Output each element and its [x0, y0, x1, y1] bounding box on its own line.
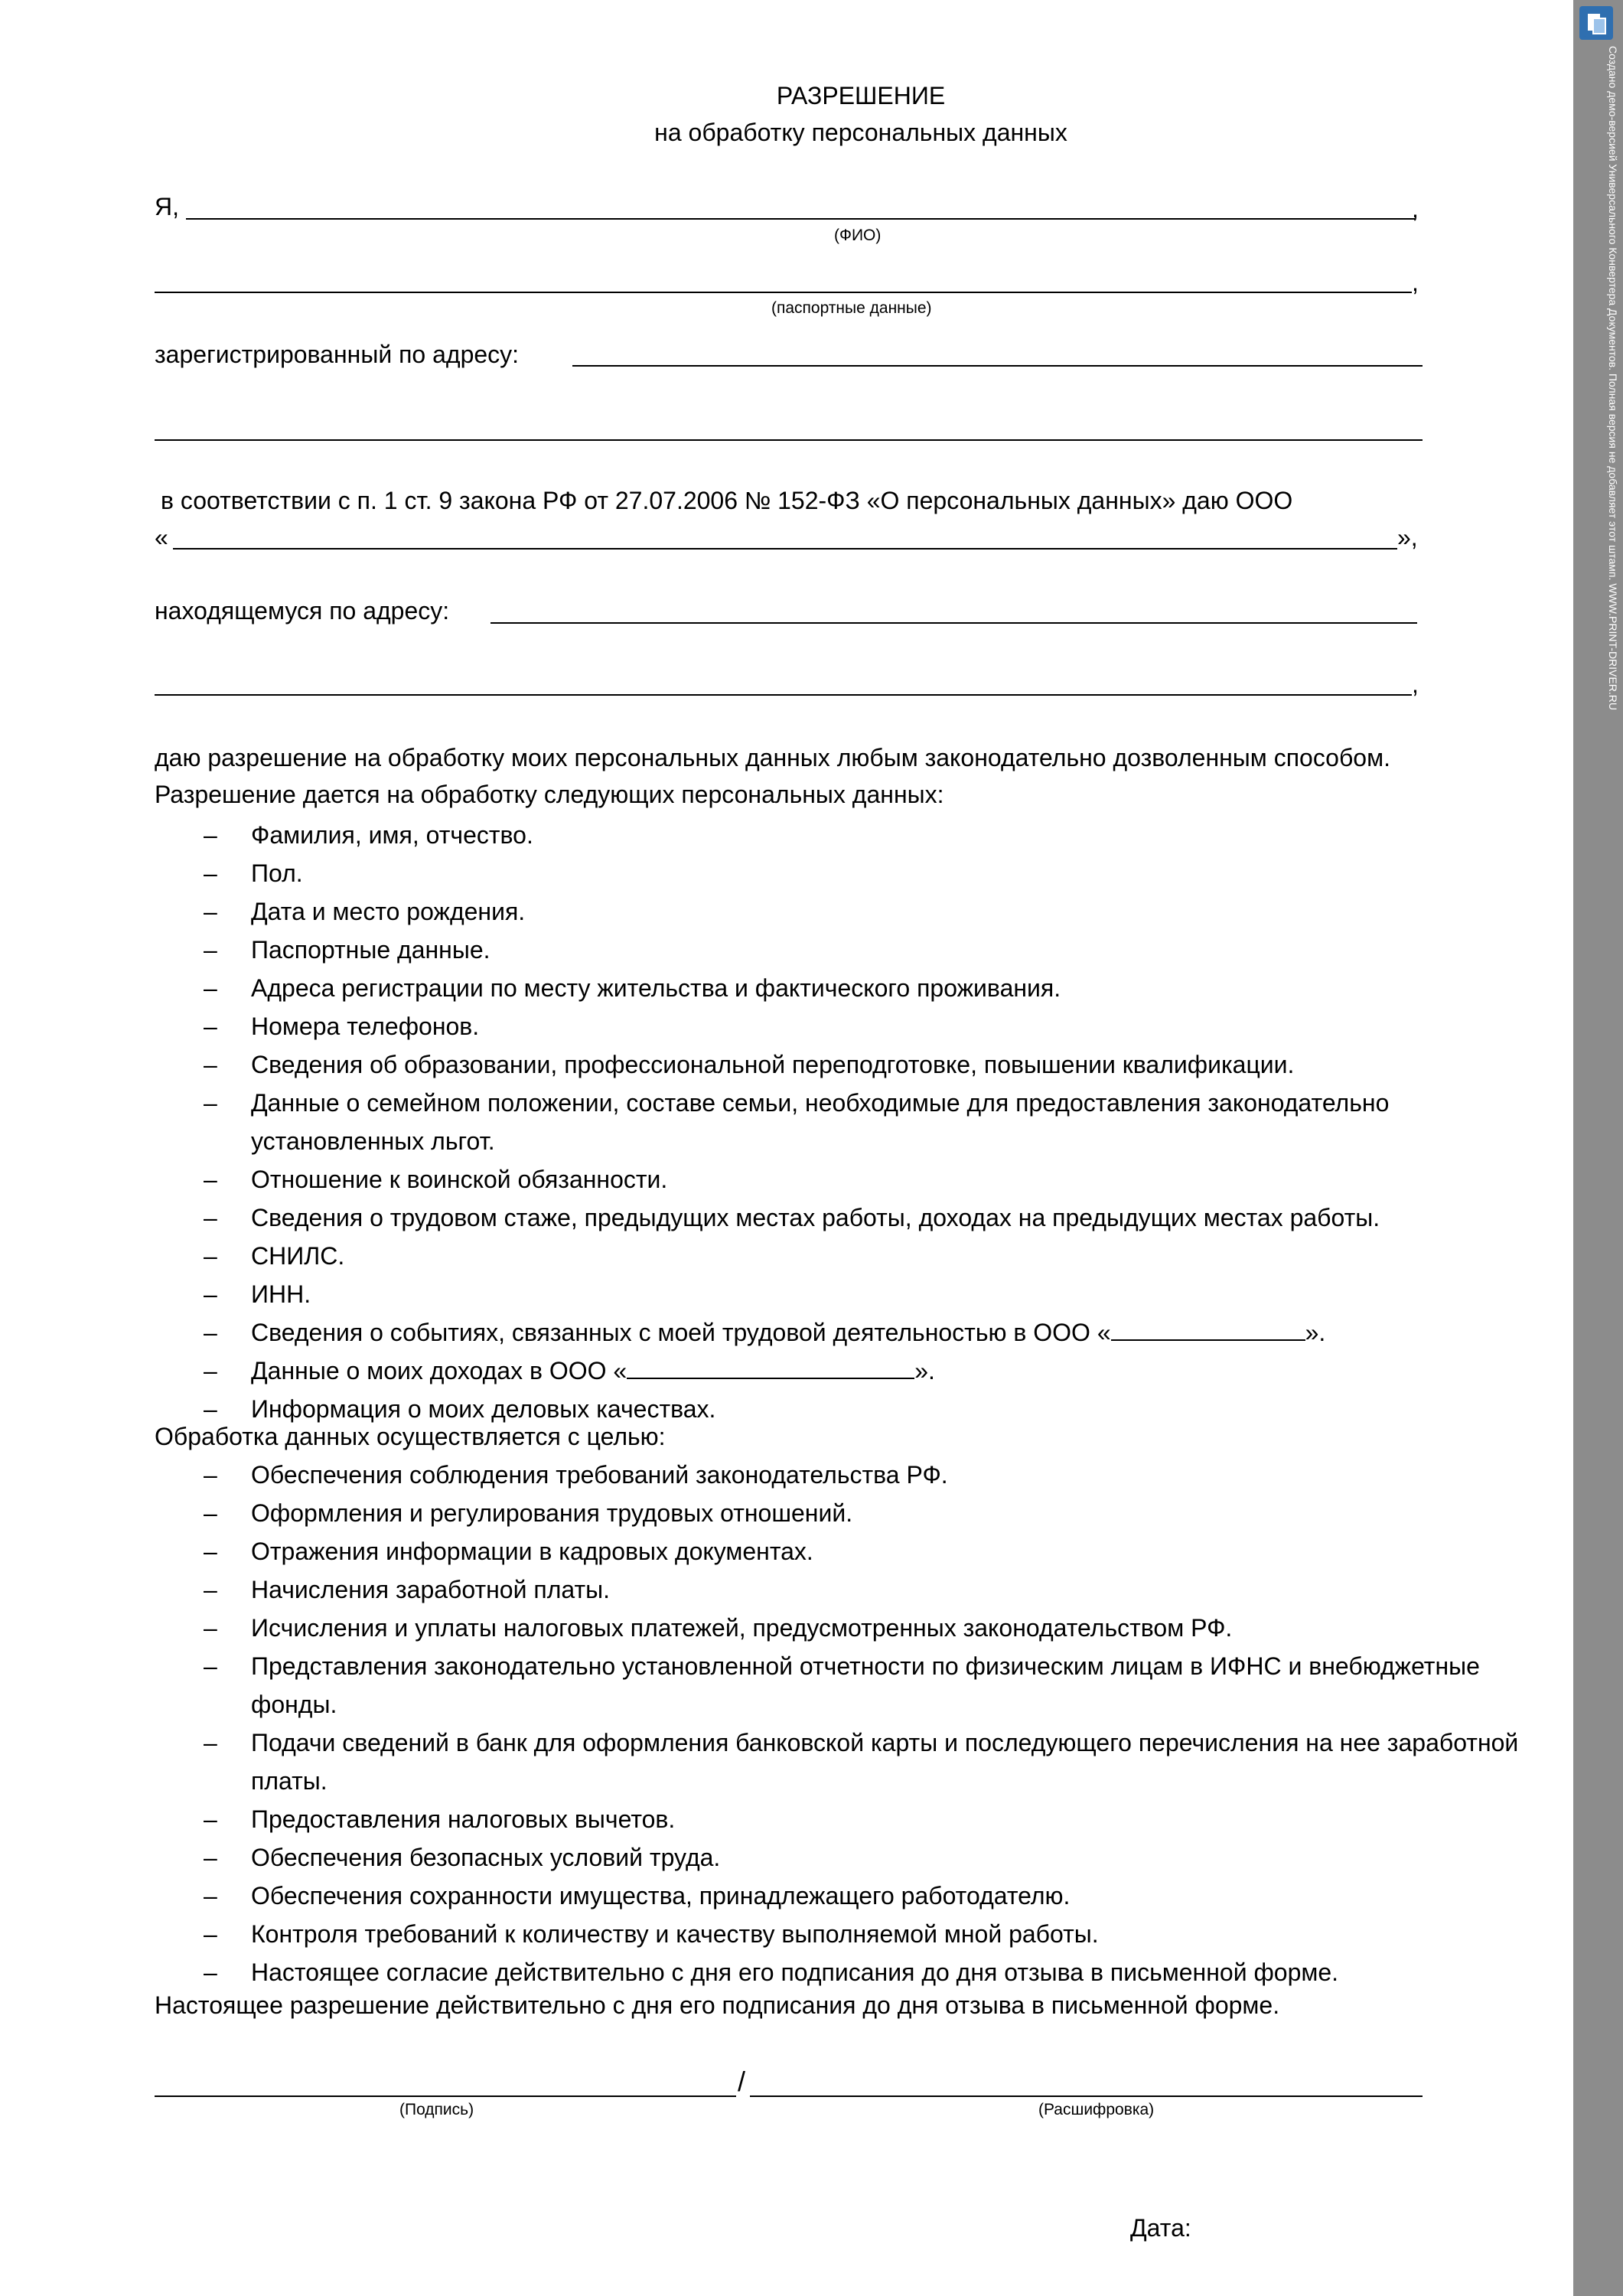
- list-item: – СНИЛС.: [204, 1242, 345, 1270]
- purpose-list: [155, 1456, 1555, 1991]
- registered-address-field-2[interactable]: [155, 439, 1423, 441]
- passport-comma: ,: [1412, 269, 1419, 296]
- list-item: – Предоставления налоговых вычетов.: [204, 1805, 676, 1833]
- list-item: – Обеспечения сохранности имущества, принадлежащего работодателю.: [204, 1882, 1071, 1910]
- income-company-field[interactable]: [627, 1355, 914, 1379]
- fio-comma: ,: [1412, 195, 1419, 223]
- company-quote-close: »,: [1397, 523, 1418, 551]
- personal-data-list: [155, 816, 1555, 1428]
- list-item: – Отражения информации в кадровых документах.: [204, 1538, 813, 1565]
- decoding-field[interactable]: [750, 2095, 1423, 2097]
- list-item-income: – Данные о моих доходах в ООО « ».: [155, 1352, 1555, 1390]
- fio-field[interactable]: [186, 218, 1415, 220]
- date-label: Дата:: [1130, 2214, 1191, 2242]
- fio-label: Я,: [155, 193, 179, 220]
- data-list-intro: Разрешение дается на обработку следующих персональных данных:: [155, 781, 944, 808]
- list-item: – Данные о семейном положении, составе семьи, необходимые для предоставления законодательно установленных льгот.: [204, 1089, 1390, 1155]
- list-item: – Представления законодательно установленной отчетности по физическим лицам в ИФНС и внебюджетные фонды.: [204, 1652, 1480, 1718]
- list-item: – Исчисления и уплаты налоговых платежей, предусмотренных законодательством РФ.: [204, 1614, 1233, 1642]
- decoding-caption: (Расшифровка): [1038, 2101, 1155, 2118]
- demo-stamp-text: Создано демо-версией Универсального Конвертера Документов. Полная версия не добавляет этот штамп. WWW.PRINT-DRIVER.RU: [1607, 46, 1619, 710]
- permission-text: даю разрешение на обработку моих персональных данных любым законодательно дозволенным способом.: [155, 744, 1390, 771]
- demo-stamp-bar: [1573, 0, 1623, 2296]
- list-item-events: – Сведения о событиях, связанных с моей трудовой деятельностью в ООО « ».: [155, 1313, 1555, 1352]
- company-address-comma: ,: [1412, 670, 1419, 698]
- passport-caption: (паспортные данные): [771, 299, 932, 317]
- list-item: – Пол.: [204, 859, 303, 887]
- company-address-field[interactable]: [490, 622, 1417, 624]
- company-name-field[interactable]: [173, 548, 1397, 550]
- signature-slash: /: [738, 2066, 746, 2097]
- list-item: – Контроля требований к количеству и качеству выполняемой мной работы.: [204, 1920, 1099, 1948]
- document-title: РАЗРЕШЕНИЕ: [776, 82, 946, 109]
- list-item: – Номера телефонов.: [204, 1013, 480, 1040]
- validity-text: Настоящее разрешение действительно с дня его подписания до дня отзыва в письменной форме.: [155, 1991, 1280, 2019]
- signature-field[interactable]: [155, 2095, 736, 2097]
- list-item: – ИНН.: [204, 1280, 311, 1308]
- fio-caption: (ФИО): [834, 227, 882, 244]
- list-item: – Начисления заработной платы.: [204, 1576, 610, 1603]
- list-item: – Настоящее согласие действительно с дня его подписания до дня отзыва в письменной форме.: [204, 1958, 1339, 1986]
- list-item: – Подачи сведений в банк для оформления банковской карты и последующего перечисления на нее заработной платы.: [204, 1729, 1519, 1795]
- list-item: – Фамилия, имя, отчество.: [204, 821, 533, 849]
- list-item: – Паспортные данные.: [204, 936, 490, 964]
- events-company-field[interactable]: [1111, 1316, 1305, 1341]
- list-item: – Обеспечения безопасных условий труда.: [204, 1844, 721, 1871]
- list-item: – Сведения о трудовом стаже, предыдущих местах работы, доходах на предыдущих местах работы.: [204, 1204, 1380, 1231]
- signature-caption: (Подпись): [399, 2101, 474, 2118]
- registered-address-label: зарегистрированный по адресу:: [155, 341, 520, 368]
- list-item: – Обеспечения соблюдения требований законодательства РФ.: [204, 1461, 948, 1489]
- law-reference-text: в соответствии с п. 1 ст. 9 закона РФ от 27.07.2006 № 152-ФЗ «О персональных данных» даю ООО: [161, 487, 1293, 514]
- list-item: – Информация о моих деловых качествах.: [204, 1395, 716, 1423]
- list-item: – Оформления и регулирования трудовых отношений.: [204, 1499, 853, 1527]
- list-item: – Отношение к воинской обязанности.: [204, 1166, 668, 1193]
- purpose-intro: Обработка данных осуществляется с целью:: [155, 1423, 666, 1450]
- company-address-label: находящемуся по адресу:: [155, 597, 450, 625]
- list-item: – Сведения об образовании, профессиональной переподготовке, повышении квалификации.: [204, 1051, 1295, 1078]
- company-address-field-2[interactable]: [155, 694, 1412, 696]
- registered-address-field[interactable]: [572, 365, 1423, 367]
- list-item: – Адреса регистрации по месту жительства и фактического проживания.: [204, 974, 1061, 1002]
- converter-logo-icon: [1579, 6, 1613, 40]
- passport-field[interactable]: [155, 292, 1412, 293]
- company-quote-open: «: [155, 523, 168, 551]
- document-subtitle: на обработку персональных данных: [654, 119, 1067, 146]
- list-item: – Дата и место рождения.: [204, 898, 526, 925]
